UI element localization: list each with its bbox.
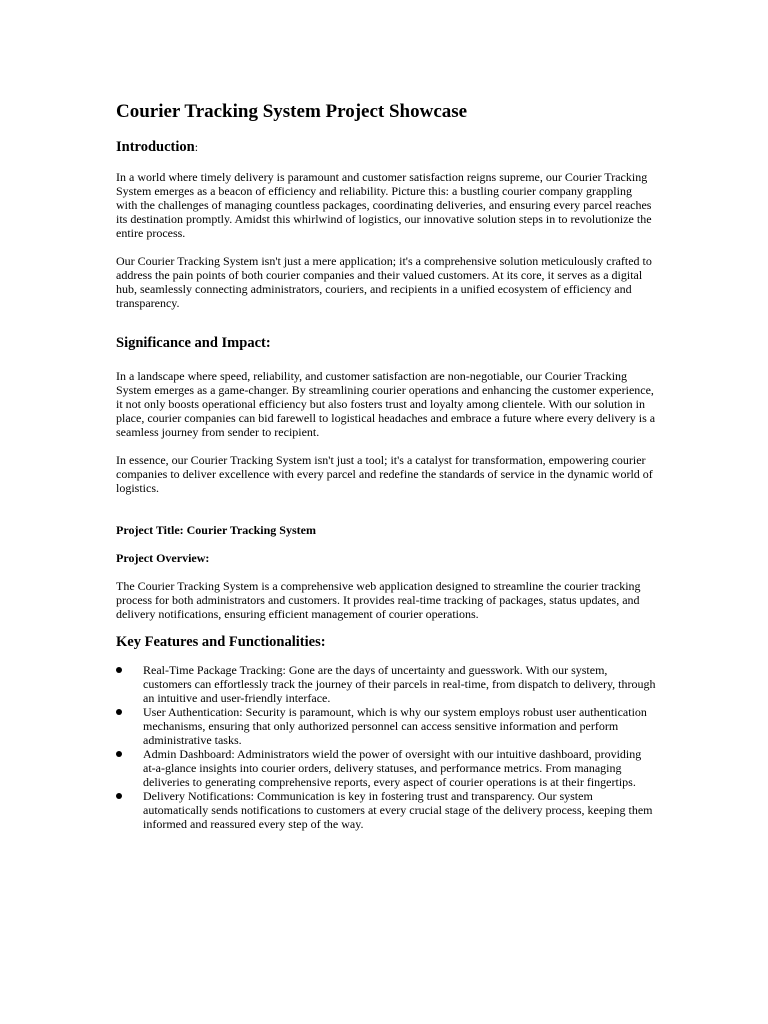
introduction-paragraph-1: In a world where timely delivery is paramount and customer satisfaction reigns supreme, our Courier Tracking System emerges as a beacon of efficiency and reliability. Picture this: a bustling courier company grappling with the challenges of managing countless packages, coordinating deliveries, and ensuring every parcel reaches its destination promptly. Amidst this whirlwind of logistics, our innovative solution steps in to revolutionize the entire process. [116, 170, 652, 240]
bullet-icon [116, 709, 122, 715]
list-item-text: Delivery Notifications: Communication is key in fostering trust and transparency. Our system automatically sends notifications to customers at every crucial stage of the delivery process, keeping them informed and reassured every step of the way. [143, 789, 653, 831]
key-features-heading: Key Features and Functionalities: [116, 634, 326, 650]
bullet-icon [116, 793, 122, 799]
introduction-heading [116, 138, 656, 156]
list-item-text: Admin Dashboard: Administrators wield the power of oversight with our intuitive dashboard, providing at-a-glance insights into courier orders, delivery statuses, and performance metrics. From managing deliveries to generating comprehensive reports, every aspect of courier operations is at their fingertips. [143, 747, 642, 789]
introduction-heading-colon: : [194, 140, 199, 154]
list-item [116, 747, 656, 789]
document-page [116, 100, 656, 831]
project-overview-paragraph: The Courier Tracking System is a comprehensive web application designed to streamline the courier tracking process for both administrators and customers. It provides real-time tracking of packages, status updates, and delivery notifications, ensuring efficient management of courier operations. [116, 579, 641, 621]
list-item-text: Real-Time Package Tracking: Gone are the days of uncertainty and guesswork. With our system, customers can effortlessly track the journey of their parcels in real-time, from dispatch to delivery, through an intuitive and user-friendly interface. [143, 663, 656, 705]
introduction-heading-text: Introduction [116, 139, 195, 155]
introduction-paragraph-2: Our Courier Tracking System isn't just a mere application; it's a comprehensive solution meticulously crafted to address the pain points of both courier companies and their valued customers. At its core, it serves as a digital hub, seamlessly connecting administrators, couriers, and recipients in a unified ecosystem of efficiency and transparency. [116, 254, 652, 310]
section-spacer [116, 509, 656, 523]
list-item [116, 789, 656, 831]
significance-paragraph-1: In a landscape where speed, reliability, and customer satisfaction are non-negotiable, our Courier Tracking System emerges as a game-changer. By streamlining courier operations and enhancing the customer experience, it not only boosts operational efficiency but also fosters trust and loyalty among clientele. With our solution in place, courier companies can bid farewell to logistical headaches and embrace a future where every delivery is a seamless journey from sender to recipient. [116, 369, 656, 439]
significance-heading: Significance and Impact: [116, 335, 271, 351]
list-item [116, 705, 656, 747]
list-item [116, 663, 656, 705]
document-title: Courier Tracking System Project Showcase [116, 101, 468, 122]
project-title: Project Title: Courier Tracking System [116, 523, 316, 537]
bullet-icon [116, 751, 122, 757]
section-spacer [116, 324, 656, 334]
list-item-text: User Authentication: Security is paramount, which is why our system employs robust user authentication mechanisms, ensuring that only authorized personnel can access sensitive information and perform administrative tasks. [143, 705, 647, 747]
bullet-icon [116, 667, 122, 673]
key-features-list [116, 663, 656, 831]
project-overview-heading: Project Overview: [116, 551, 210, 565]
significance-paragraph-2: In essence, our Courier Tracking System isn't just a tool; it's a catalyst for transformation, empowering courier companies to deliver excellence with every parcel and redefine the standards of service in the dynamic world of logistics. [116, 453, 653, 495]
